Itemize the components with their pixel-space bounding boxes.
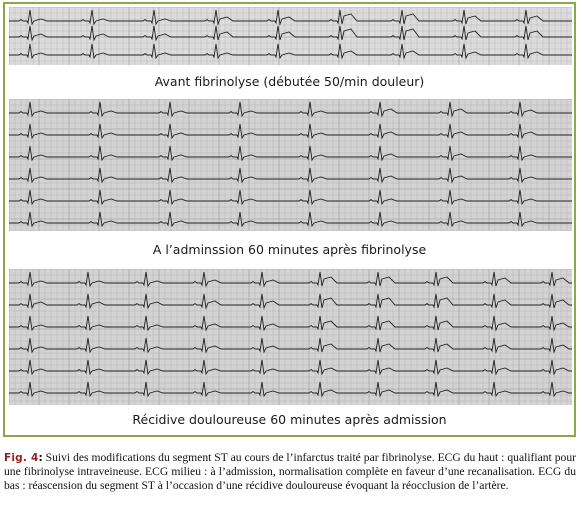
panel-caption-bottom: Récidive douloureuse 60 minutes après admission <box>132 412 447 427</box>
figure-number: Fig. 4 <box>4 452 39 464</box>
legend-text: Suivi des modifications du segment ST au cours de l’infarctus traité par fibrinolyse. ECG du haut : qualifiant pour une fibrinolyse intraveineuse. ECG milieu : à l’admission, normalisation complète en faveur d’une recanalisation. ECG du bas : réascension du segment ST à l’occasion d’une récidive douloureuse évoquant la réocclusion de l’artère. <box>4 451 576 493</box>
figure-number-separator: : <box>38 452 43 464</box>
panel-caption-top: Avant fibrinolyse (débutée 50/min douleur) <box>154 74 425 89</box>
ecg-tracing <box>9 7 572 65</box>
ecg-tracing <box>9 269 572 405</box>
ecg-strip-before-fibrinolysis <box>9 7 572 65</box>
panel-caption-middle: A l’adminssion 60 minutes après fibrinolyse <box>152 242 427 257</box>
ecg-figure <box>3 2 576 437</box>
ecg-tracing <box>9 99 572 231</box>
figure-legend <box>4 451 576 494</box>
ecg-strip-recurrence <box>9 269 572 405</box>
ecg-strip-admission <box>9 99 572 231</box>
